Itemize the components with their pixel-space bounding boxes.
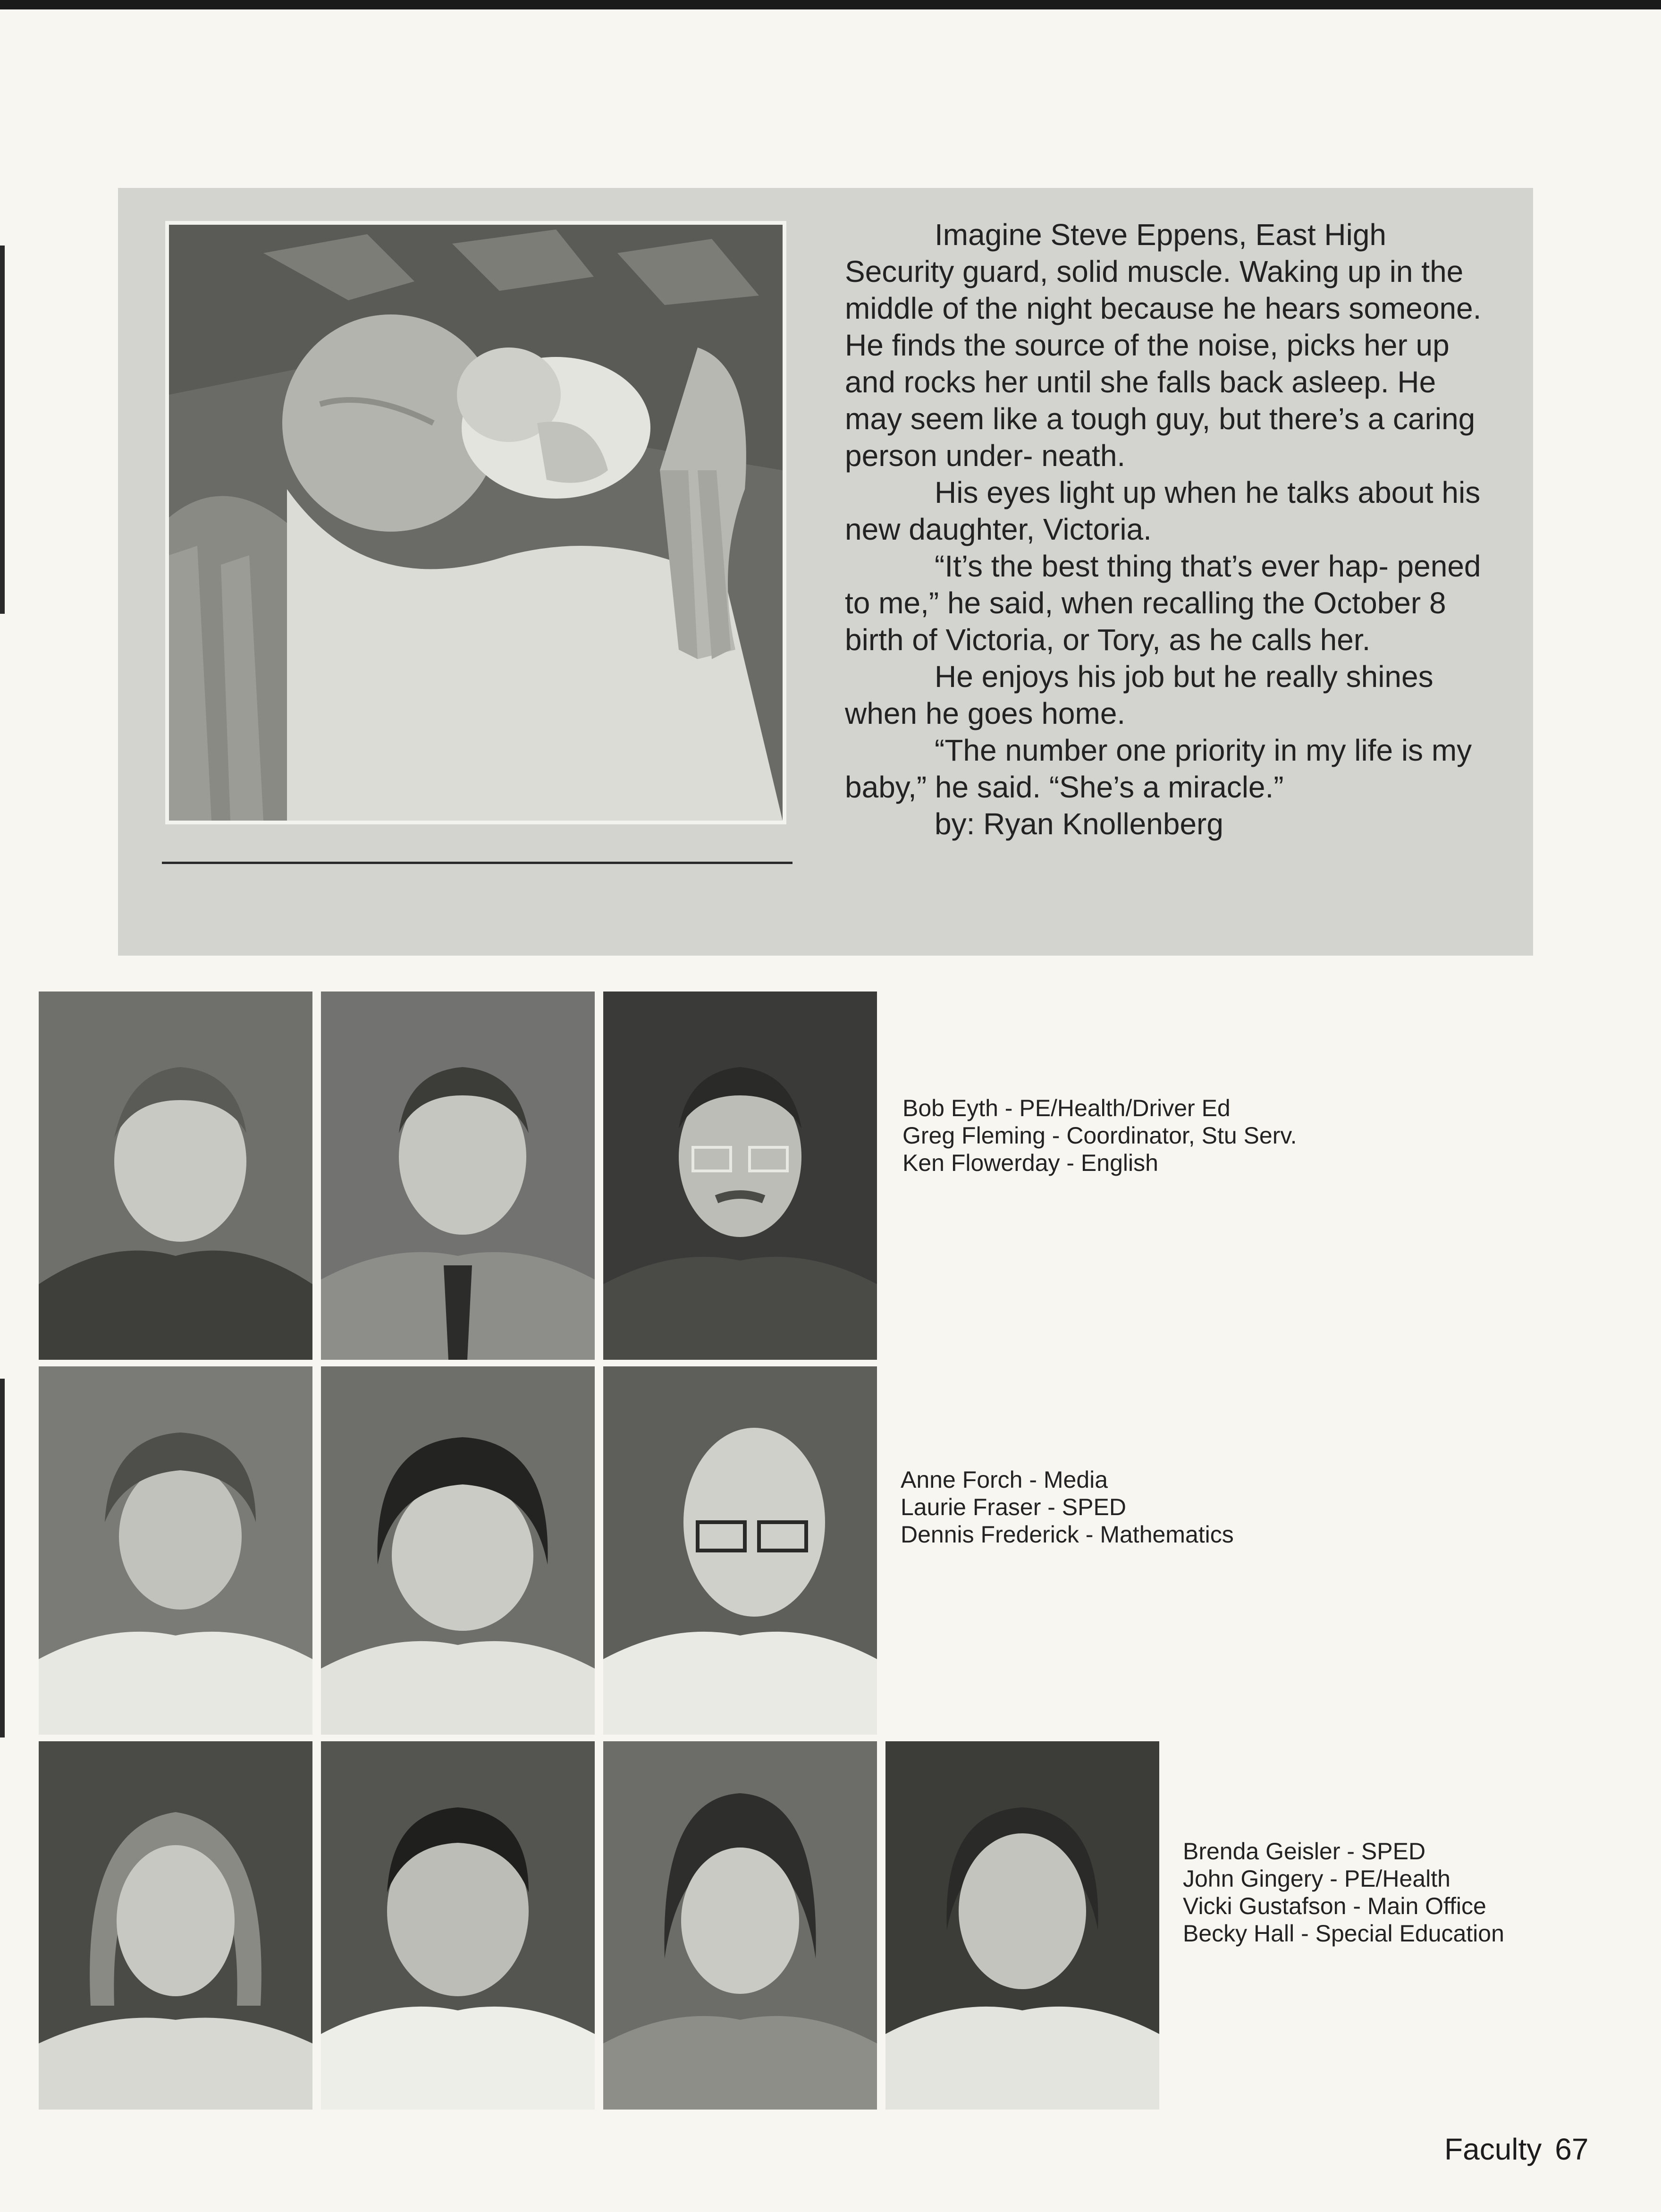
faculty-name: Vicki Gustafson - Main Office	[1183, 1893, 1486, 1919]
portrait-illustration	[39, 992, 312, 1360]
section-title: Faculty	[1444, 2132, 1542, 2166]
portrait-illustration	[885, 1741, 1159, 2110]
binding-edge	[0, 1379, 5, 1737]
faculty-name: Becky Hall - Special Education	[1183, 1920, 1504, 1947]
faculty-name: Bob Eyth - PE/Health/Driver Ed	[902, 1095, 1231, 1121]
faculty-portrait	[603, 1741, 877, 2110]
name-list	[902, 1094, 1297, 1177]
name-list	[1183, 1838, 1504, 1947]
faculty-name: John Gingery - PE/Health	[1183, 1865, 1450, 1892]
page-number: 67	[1555, 2132, 1589, 2166]
faculty-name: Anne Forch - Media	[901, 1466, 1108, 1493]
faculty-portrait	[603, 992, 877, 1360]
faculty-portrait	[321, 1741, 595, 2110]
feature-photo	[165, 221, 786, 824]
binding-edge	[0, 246, 5, 614]
caption-rule	[162, 862, 793, 864]
name-list	[901, 1466, 1234, 1548]
portrait-illustration	[321, 1741, 595, 2110]
faculty-name: Greg Fleming - Coordinator, Stu Serv.	[902, 1122, 1297, 1149]
faculty-portrait	[603, 1366, 877, 1735]
portrait-illustration	[321, 1366, 595, 1735]
page-top-edge	[0, 0, 1661, 9]
faculty-portrait	[321, 1366, 595, 1735]
faculty-portrait	[39, 1366, 312, 1735]
faculty-name: Brenda Geisler - SPED	[1183, 1838, 1426, 1865]
father-baby-photo-illustration	[169, 225, 783, 821]
page-footer	[1444, 2132, 1588, 2167]
portrait-illustration	[603, 1741, 877, 2110]
faculty-portrait	[39, 992, 312, 1360]
faculty-portrait	[885, 1741, 1159, 2110]
portrait-illustration	[39, 1366, 312, 1735]
faculty-portrait	[321, 992, 595, 1360]
faculty-name: Laurie Fraser - SPED	[901, 1494, 1126, 1520]
story-paragraph: “The number one priority in my life is my baby,” he said. “She’s a miracle.”	[845, 733, 1472, 804]
story-paragraph: “It’s the best thing that’s ever hap- pened to me,” he said, when recalling the October 8 birth of Victoria, or Tory, as he calls her.	[845, 549, 1481, 657]
portrait-illustration	[39, 1741, 312, 2110]
story-paragraph: His eyes light up when he talks about his new daughter, Victoria.	[845, 475, 1481, 546]
portrait-illustration	[603, 992, 877, 1360]
faculty-name: Dennis Frederick - Mathematics	[901, 1521, 1234, 1548]
portrait-illustration	[321, 992, 595, 1360]
feature-story	[845, 216, 1496, 842]
story-paragraph: Imagine Steve Eppens, East High Security guard, solid muscle. Waking up in the middle of the night because he hears someone. He finds the source of the noise, picks her up and rocks her until she falls back asleep. He may seem like a tough guy, but there’s a caring person under- neath.	[845, 218, 1482, 473]
faculty-name: Ken Flowerday - English	[902, 1150, 1158, 1176]
faculty-portrait	[39, 1741, 312, 2110]
portrait-illustration	[603, 1366, 877, 1735]
story-paragraph: He enjoys his job but he really shines when he goes home.	[845, 660, 1433, 730]
story-byline: by: Ryan Knollenberg	[935, 807, 1223, 841]
